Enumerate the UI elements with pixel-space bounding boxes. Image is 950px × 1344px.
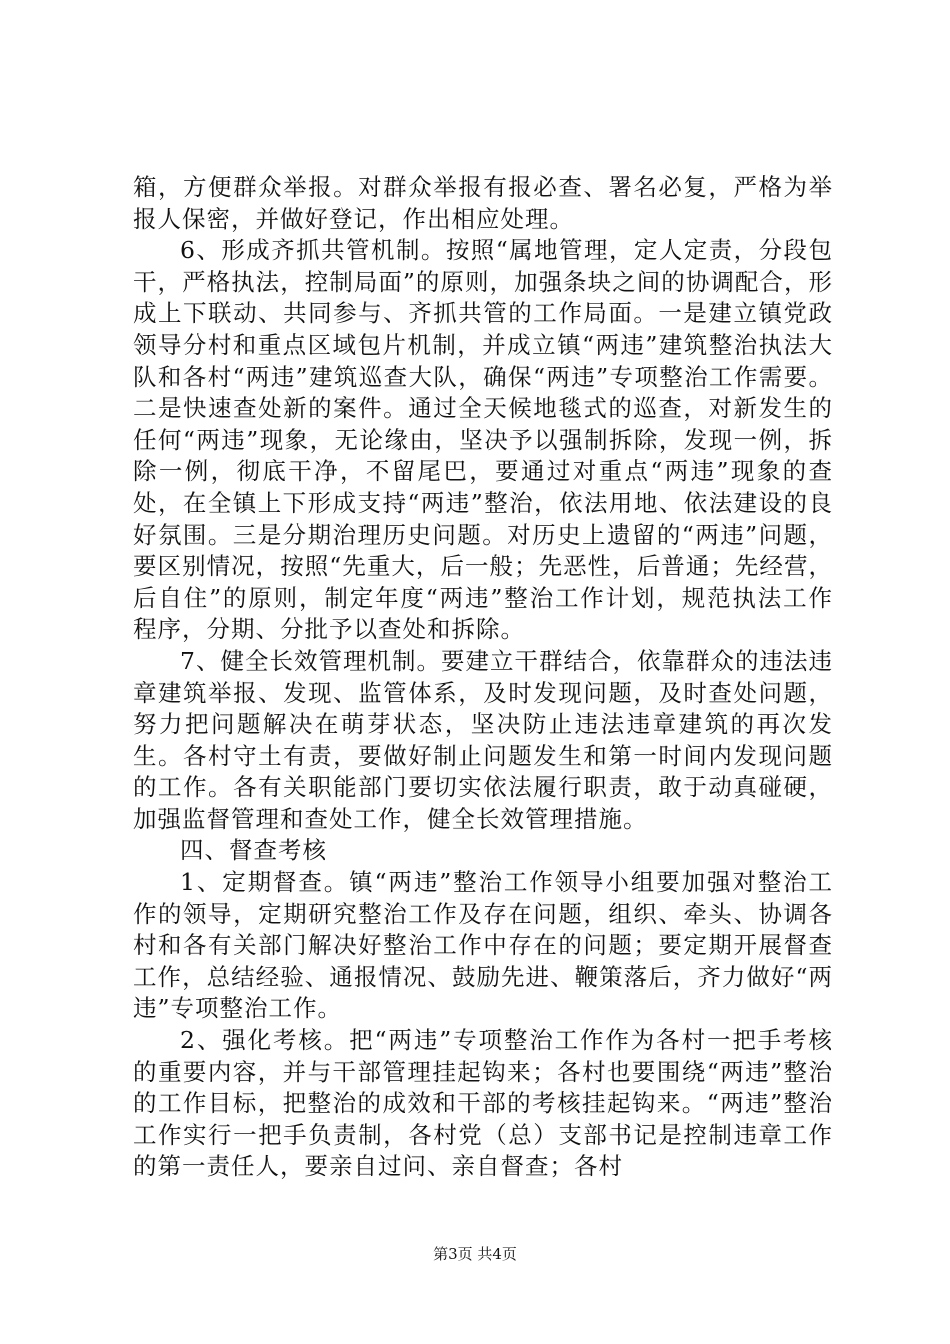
paragraph-item-2: 2、强化考核。把“两违”专项整治工作作为各村一把手考核的重要内容，并与干部管理挂起钩来；各村也要围绕“两违”整治的工作目标，把整治的成效和干部的考核挂起钩来。“两违”整治工作实行一把手负责制，各村党（总）支部书记是控制违章工作的第一责任人，要亲自过问、亲自督查；各村 (133, 1026, 833, 1181)
document-body (133, 172, 833, 1183)
paragraph-continuation: 箱，方便群众举报。对群众举报有报必查、署名必复，严格为举报人保密，并做好登记，作出相应处理。 (133, 173, 833, 233)
section-heading-4: 四、督查考核 (180, 836, 327, 865)
paragraph-item-7: 7、健全长效管理机制。要建立干群结合，依靠群众的违法违章建筑举报、发现、监管体系，及时发现问题，及时查处问题，努力把问题解决在萌芽状态，坚决防止违法违章建筑的再次发生。各村守土有责，要做好制止问题发生和第一时间内发现问题的工作。各有关职能部门要切实依法履行职责，敢于动真碰硬，加强监督管理和查处工作，健全长效管理措施。 (133, 646, 833, 833)
paragraph-item-6: 6、形成齐抓共管机制。按照“属地管理，定人定责，分段包干，严格执法，控制局面”的原则，加强条块之间的协调配合，形成上下联动、共同参与、齐抓共管的工作局面。一是建立镇党政领导分村和重点区域包片机制，并成立镇“两违”建筑整治执法大队和各村“两违”建筑巡查大队，确保“两违”专项整治工作需要。二是快速查处新的案件。通过全天候地毯式的巡查，对新发生的任何“两违”现象，无论缘由，坚决予以强制拆除，发现一例，拆除一例，彻底干净，不留尾巴，要通过对重点“两违”现象的查处，在全镇上下形成支持“两违”整治，依法用地、依法建设的良好氛围。三是分期治理历史问题。对历史上遗留的“两违”问题，要区别情况，按照“先重大，后一般；先恶性，后普通；先经营，后自住”的原则，制定年度“两违”整治工作计划，规范执法工作程序，分期、分批予以查处和拆除。 (133, 236, 833, 644)
page-number-footer: 第3页 共4页 (433, 1245, 517, 1263)
paragraph-item-1: 1、定期督查。镇“两违”整治工作领导小组要加强对整治工作的领导，定期研究整治工作及存在问题，组织、牵头、协调各村和各有关部门解决好整治工作中存在的问题；要定期开展督查工作，总结经验、通报情况、鼓励先进、鞭策落后，齐力做好“两违”专项整治工作。 (133, 868, 833, 1023)
